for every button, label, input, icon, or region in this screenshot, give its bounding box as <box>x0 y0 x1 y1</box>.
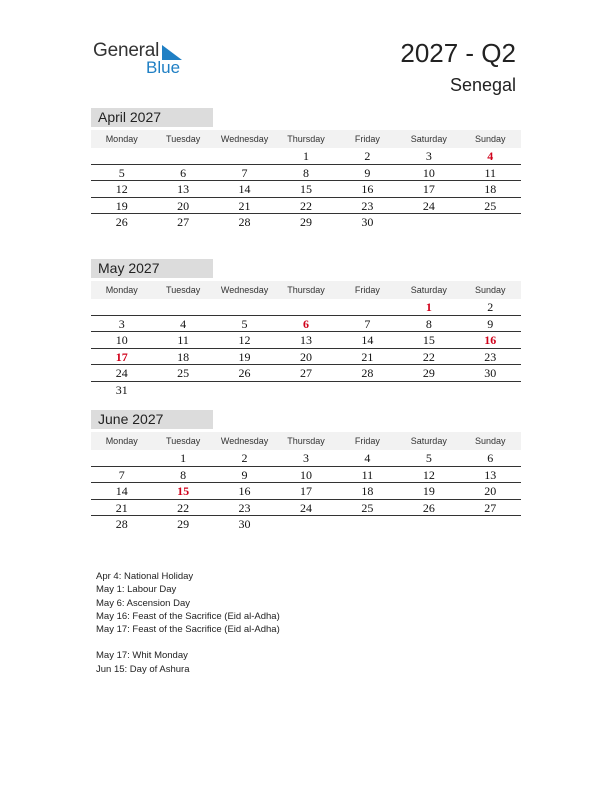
logo-text-blue: Blue <box>146 58 181 77</box>
holiday-note: May 17: Feast of the Sacrifice (Eid al-Adha) <box>96 624 280 636</box>
calendar-grid <box>91 450 521 533</box>
day-cell: 4 <box>487 149 494 163</box>
day-cell: 15 <box>422 333 435 347</box>
day-cell: 19 <box>115 198 128 213</box>
day-cell: 12 <box>115 182 128 196</box>
month-label: May 2027 <box>91 259 213 278</box>
day-cell: 8 <box>302 165 309 180</box>
day-cell: 5 <box>425 451 432 465</box>
day-cell: 27 <box>177 215 190 229</box>
day-cell: 10 <box>299 467 312 482</box>
day-cell: 19 <box>238 349 251 364</box>
weekday-label: Wednesday <box>220 285 269 295</box>
day-cell: 26 <box>422 500 435 515</box>
day-cell: 15 <box>299 182 312 196</box>
day-cell <box>214 148 275 164</box>
day-cell: 9 <box>487 316 494 331</box>
day-cell: 22 <box>177 500 190 515</box>
weekday-label: Monday <box>105 134 138 144</box>
holiday-note: May 17: Whit Monday <box>96 650 188 662</box>
day-cell <box>91 148 152 164</box>
day-cell: 8 <box>180 467 187 482</box>
day-cell: 5 <box>118 165 125 180</box>
day-cell: 2 <box>487 300 494 314</box>
day-cell: 18 <box>484 182 497 196</box>
holiday-note: Jun 15: Day of Ashura <box>96 663 190 675</box>
country-name: Senegal <box>449 75 516 95</box>
week-row <box>91 332 521 349</box>
weekday-label: Sunday <box>474 436 506 446</box>
day-cell: 26 <box>238 366 251 380</box>
day-cell: 11 <box>361 467 374 482</box>
day-cell: 3 <box>425 149 432 163</box>
day-cell: 4 <box>364 451 371 465</box>
day-cell: 2 <box>364 149 371 163</box>
week-row <box>91 365 521 382</box>
day-cell: 13 <box>177 182 190 196</box>
day-cell: 22 <box>299 198 312 213</box>
weekday-label: Tuesday <box>166 134 201 144</box>
day-cell: 21 <box>115 500 128 515</box>
weekday-label: Monday <box>105 436 138 446</box>
day-cell: 1 <box>425 300 432 314</box>
day-cell: 31 <box>115 382 128 397</box>
weekday-header <box>91 130 521 148</box>
day-cell: 13 <box>299 333 312 347</box>
weekday-label: Friday <box>354 436 380 446</box>
day-cell: 8 <box>425 316 432 331</box>
day-cell: 30 <box>484 366 497 380</box>
weekday-header <box>91 432 521 450</box>
holiday-notes-group-1 <box>96 570 280 636</box>
holiday-notes <box>96 570 280 676</box>
day-cell <box>460 516 521 533</box>
weekday-label: Thursday <box>287 134 325 144</box>
week-row <box>91 467 521 484</box>
weekday-label: Friday <box>354 134 380 144</box>
weekday-label: Saturday <box>410 436 447 446</box>
day-cell: 24 <box>115 366 128 380</box>
weekday-label: Saturday <box>410 134 447 144</box>
day-cell <box>152 148 213 164</box>
day-cell: 22 <box>422 349 435 364</box>
day-cell: 15 <box>177 484 190 498</box>
month-label: April 2027 <box>91 108 213 127</box>
weekday-label: Thursday <box>287 285 325 295</box>
week-row <box>91 450 521 467</box>
day-cell: 14 <box>238 182 251 196</box>
day-cell: 6 <box>180 165 187 180</box>
weekday-label: Monday <box>105 285 138 295</box>
calendar-grid <box>91 299 521 398</box>
holiday-note: Apr 4: National Holiday <box>96 571 194 582</box>
day-cell: 23 <box>361 198 374 213</box>
day-cell: 25 <box>177 366 190 380</box>
day-cell: 7 <box>364 316 371 331</box>
weekday-label: Sunday <box>474 134 506 144</box>
week-row <box>91 483 521 500</box>
day-cell: 23 <box>238 500 251 515</box>
day-cell: 25 <box>484 198 497 213</box>
day-cell <box>275 516 336 533</box>
day-cell <box>214 382 275 399</box>
day-cell: 29 <box>422 366 435 380</box>
day-cell: 16 <box>484 333 497 347</box>
day-cell <box>214 299 275 315</box>
day-cell <box>275 382 336 399</box>
day-cell: 28 <box>361 366 374 380</box>
day-cell: 11 <box>177 333 189 347</box>
day-cell: 24 <box>299 500 312 515</box>
day-cell <box>91 450 152 466</box>
day-cell: 29 <box>299 215 312 229</box>
day-cell: 10 <box>422 165 435 180</box>
day-cell: 3 <box>118 316 125 331</box>
day-cell <box>91 299 152 315</box>
day-cell: 17 <box>299 484 312 498</box>
day-cell: 27 <box>484 500 497 515</box>
day-cell <box>152 382 213 399</box>
week-row <box>91 198 521 215</box>
day-cell: 20 <box>177 198 190 213</box>
day-cell: 2 <box>241 451 248 465</box>
day-cell: 14 <box>361 333 374 347</box>
day-cell: 20 <box>299 349 312 364</box>
day-cell: 23 <box>484 349 497 364</box>
week-row <box>91 316 521 333</box>
holiday-note: May 6: Ascension Day <box>96 597 190 609</box>
day-cell: 16 <box>361 182 374 196</box>
day-cell: 30 <box>361 215 374 229</box>
month-label: June 2027 <box>91 410 213 429</box>
logo <box>93 40 193 80</box>
week-row <box>91 181 521 198</box>
day-cell: 18 <box>177 349 190 364</box>
day-cell: 24 <box>422 198 435 213</box>
day-cell: 29 <box>177 517 190 531</box>
week-row <box>91 214 521 231</box>
day-cell: 4 <box>180 316 187 331</box>
week-row <box>91 500 521 517</box>
day-cell <box>337 516 398 533</box>
week-row <box>91 516 521 533</box>
week-row <box>91 165 521 182</box>
day-cell: 20 <box>484 484 497 498</box>
week-row <box>91 349 521 366</box>
day-cell <box>275 299 336 315</box>
day-cell: 1 <box>180 451 187 465</box>
day-cell: 6 <box>487 451 494 465</box>
page-title: 2027 - Q2 <box>400 38 516 68</box>
day-cell: 19 <box>422 484 435 498</box>
day-cell: 13 <box>484 467 497 482</box>
weekday-label: Wednesday <box>220 436 269 446</box>
holiday-note: May 16: Feast of the Sacrifice (Eid al-Adha) <box>96 610 280 622</box>
day-cell: 10 <box>115 333 128 347</box>
week-row <box>91 382 521 399</box>
day-cell <box>398 516 459 533</box>
day-cell: 18 <box>361 484 374 498</box>
calendar-grid <box>91 148 521 231</box>
day-cell: 28 <box>238 215 251 229</box>
day-cell <box>460 214 521 231</box>
day-cell: 6 <box>302 316 309 331</box>
day-cell: 25 <box>361 500 374 515</box>
logo-text-general: General <box>93 40 160 61</box>
day-cell <box>337 299 398 315</box>
day-cell <box>460 382 521 399</box>
day-cell: 26 <box>115 215 128 229</box>
weekday-label: Sunday <box>474 285 506 295</box>
day-cell: 17 <box>422 182 435 196</box>
day-cell <box>398 382 459 399</box>
week-row <box>91 299 521 316</box>
day-cell <box>152 299 213 315</box>
weekday-label: Saturday <box>410 285 447 295</box>
day-cell: 5 <box>241 316 248 331</box>
weekday-label: Wednesday <box>220 134 269 144</box>
day-cell: 11 <box>484 165 497 180</box>
day-cell: 9 <box>364 165 371 180</box>
day-cell: 17 <box>115 349 128 364</box>
weekday-label: Tuesday <box>166 285 201 295</box>
day-cell: 21 <box>238 198 251 213</box>
day-cell: 16 <box>238 484 251 498</box>
day-cell: 7 <box>118 467 125 482</box>
day-cell: 3 <box>302 451 309 465</box>
day-cell: 14 <box>115 484 128 498</box>
holiday-note: May 1: Labour Day <box>96 584 177 596</box>
holiday-notes-group-2 <box>96 649 280 676</box>
day-cell <box>337 382 398 399</box>
day-cell: 7 <box>241 165 248 180</box>
weekday-header <box>91 281 521 299</box>
day-cell: 9 <box>241 467 248 482</box>
week-row <box>91 148 521 165</box>
weekday-label: Tuesday <box>166 436 201 446</box>
day-cell: 1 <box>302 149 309 163</box>
day-cell: 12 <box>238 333 251 347</box>
day-cell: 27 <box>299 366 312 380</box>
day-cell: 21 <box>361 349 374 364</box>
weekday-label: Thursday <box>287 436 325 446</box>
day-cell: 30 <box>238 517 251 531</box>
day-cell: 28 <box>115 517 128 531</box>
day-cell <box>398 214 459 231</box>
day-cell: 12 <box>422 467 435 482</box>
weekday-label: Friday <box>354 285 380 295</box>
